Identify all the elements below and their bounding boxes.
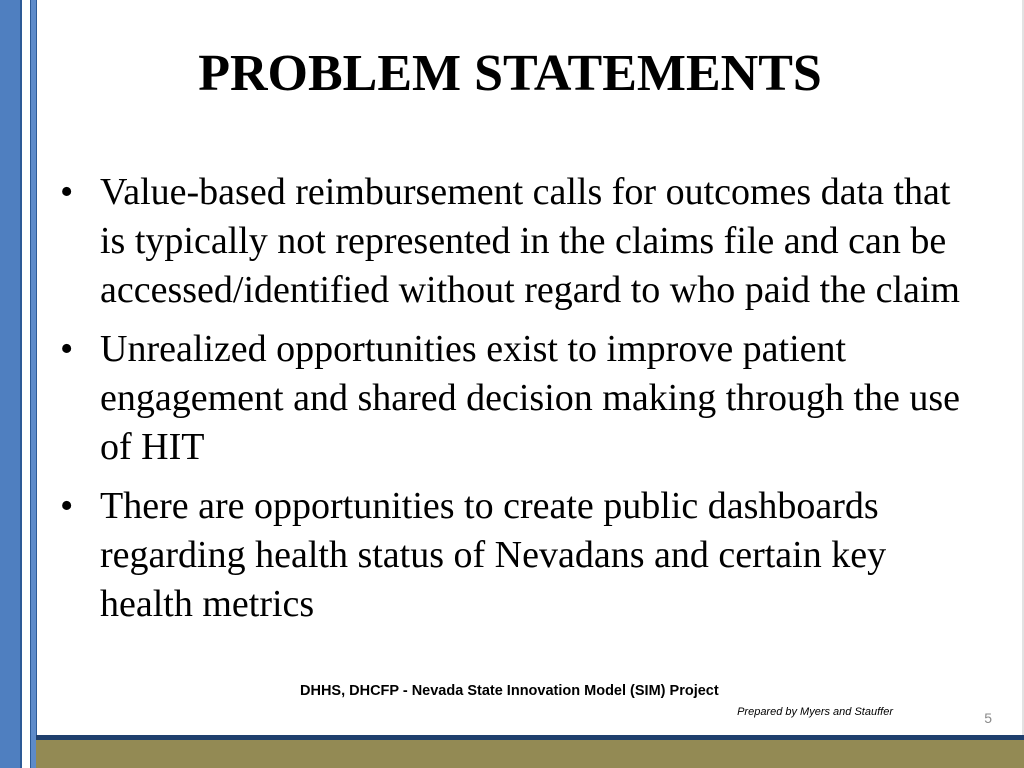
left-border-bar [0, 0, 22, 768]
bullet-icon: • [60, 171, 74, 213]
bullet-item [60, 482, 980, 629]
page-number: 5 [984, 710, 992, 726]
bullet-item [60, 325, 980, 472]
footer-prepared-by: Prepared by Myers and Stauffer [737, 706, 893, 718]
bullet-icon: • [60, 328, 74, 370]
bullet-text: Value-based reimbursement calls for outcomes data that is typically not represented in the claims file and can be accessed/identified without regard to who paid the claim [100, 171, 960, 311]
bottom-olive-bar [36, 740, 1024, 768]
bullet-text: There are opportunities to create public dashboards regarding health status of Nevadans and certain key health metrics [100, 485, 887, 625]
bullet-item [60, 168, 980, 315]
bullet-list [60, 168, 980, 639]
left-border-inner-bar [30, 0, 37, 768]
bullet-icon: • [60, 485, 74, 527]
slide-title: PROBLEM STATEMENTS [198, 45, 822, 102]
footer-project-title: DHHS, DHCFP - Nevada State Innovation Model (SIM) Project [300, 683, 719, 699]
left-border-gap [22, 0, 30, 768]
bullet-text: Unrealized opportunities exist to improve patient engagement and shared decision making through the use of HIT [100, 328, 961, 468]
